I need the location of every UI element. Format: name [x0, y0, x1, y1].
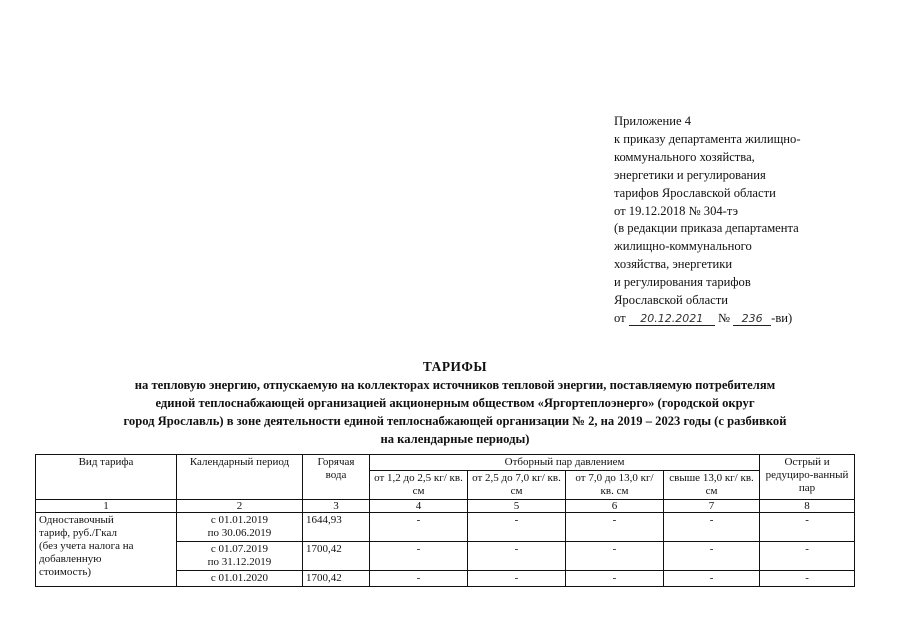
appendix-line: Ярославской области: [614, 293, 728, 308]
period-end: по 30.06.2019: [207, 527, 272, 539]
amendment-number-sign: №: [717, 310, 730, 325]
period-cell: [177, 513, 303, 542]
column-number: 6: [566, 500, 664, 513]
sharp-steam-cell: -: [760, 571, 855, 587]
appendix-line: от 19.12.2018 № 304-тэ: [614, 203, 739, 218]
steam-cell: -: [370, 513, 468, 542]
appendix-line: (в редакции приказа департамента: [614, 221, 799, 236]
period-start: с 01.07.2019: [210, 543, 269, 555]
document-title: ТАРИФЫ: [422, 359, 488, 374]
appendix-header: [614, 113, 899, 328]
period-start: с 01.01.2019: [210, 514, 269, 526]
table-row: [36, 513, 855, 542]
period-cell: [177, 571, 303, 587]
column-number: 7: [664, 500, 760, 513]
column-number: 5: [468, 500, 566, 513]
steam-cell: -: [468, 571, 566, 587]
steam-cell: -: [468, 542, 566, 571]
header-period: Календарный период: [177, 455, 303, 500]
header-steam-range: от 7,0 до 13,0 кг/ кв. см: [566, 471, 664, 500]
subtitle-line: на тепловую энергию, отпускаемую на коллекторах источников тепловой энергии, поставляемую потребителям: [134, 378, 776, 392]
amendment-line: [614, 310, 899, 328]
header-tariff-type: Вид тарифа: [36, 455, 177, 500]
steam-cell: -: [370, 571, 468, 587]
steam-cell: -: [566, 542, 664, 571]
tariff-name-cell: [36, 513, 177, 587]
column-number: 2: [177, 500, 303, 513]
tariff-table: [35, 454, 855, 587]
subtitle-line: на календарные периоды): [380, 432, 530, 446]
steam-cell: -: [664, 513, 760, 542]
appendix-line: жилищно-коммунального: [614, 239, 752, 254]
amendment-prefix: от: [614, 310, 626, 325]
column-number: 8: [760, 500, 855, 513]
column-number-row: [36, 500, 855, 513]
appendix-line: энергетики и регулирования: [614, 167, 766, 182]
steam-cell: -: [664, 542, 760, 571]
column-number: 4: [370, 500, 468, 513]
period-end: по 31.12.2019: [207, 556, 272, 568]
steam-cell: -: [664, 571, 760, 587]
hot-water-cell: 1700,42: [303, 542, 370, 571]
subtitle-line: город Ярославль) в зоне деятельности единой теплоснабжающей организации № 2, на 2019 – 2023 годы (с разбивкой: [123, 414, 787, 428]
subtitle-line: единой теплоснабжающей организацией акционерным обществом «Яргортеплоэнерго» (городской округ: [155, 396, 755, 410]
column-number: 3: [303, 500, 370, 513]
period-start: с 01.01.2020: [210, 572, 269, 584]
tariff-name-line: стоимость): [39, 566, 92, 578]
header-steam-range: от 1,2 до 2,5 кг/ кв. см: [370, 471, 468, 500]
appendix-line: к приказу департамента жилищно-: [614, 131, 801, 146]
header-hot-water: Горячая вода: [303, 455, 370, 500]
steam-cell: -: [370, 542, 468, 571]
header-steam-range: от 2,5 до 7,0 кг/ кв. см: [468, 471, 566, 500]
hot-water-cell: 1644,93: [303, 513, 370, 542]
steam-cell: -: [468, 513, 566, 542]
appendix-line: и регулирования тарифов: [614, 275, 751, 290]
column-number: 1: [36, 500, 177, 513]
amendment-number-handwritten: 236: [733, 312, 771, 326]
appendix-line: коммунального хозяйства,: [614, 149, 755, 164]
header-steam-range: свыше 13,0 кг/ кв. см: [664, 471, 760, 500]
tariff-name-line: (без учета налога на: [39, 540, 134, 552]
header-sharp-steam: Острый и редуциро-ванный пар: [760, 455, 855, 500]
appendix-line: тарифов Ярославской области: [614, 185, 776, 200]
hot-water-cell: 1700,42: [303, 571, 370, 587]
document-title-block: [40, 358, 870, 448]
appendix-line: Приложение 4: [614, 114, 692, 128]
steam-cell: -: [566, 513, 664, 542]
tariff-name-line: добавленную: [39, 553, 102, 565]
tariff-name-line: Одноставочный: [39, 514, 114, 526]
amendment-suffix: -ви): [771, 310, 793, 325]
tariff-name-line: тариф, руб./Гкал: [39, 527, 117, 539]
steam-cell: -: [566, 571, 664, 587]
sharp-steam-cell: -: [760, 542, 855, 571]
header-steam: Отборный пар давлением: [370, 455, 760, 471]
sharp-steam-cell: -: [760, 513, 855, 542]
appendix-line: хозяйства, энергетики: [614, 257, 733, 272]
amendment-date-handwritten: 20.12.2021: [629, 312, 715, 326]
period-cell: [177, 542, 303, 571]
